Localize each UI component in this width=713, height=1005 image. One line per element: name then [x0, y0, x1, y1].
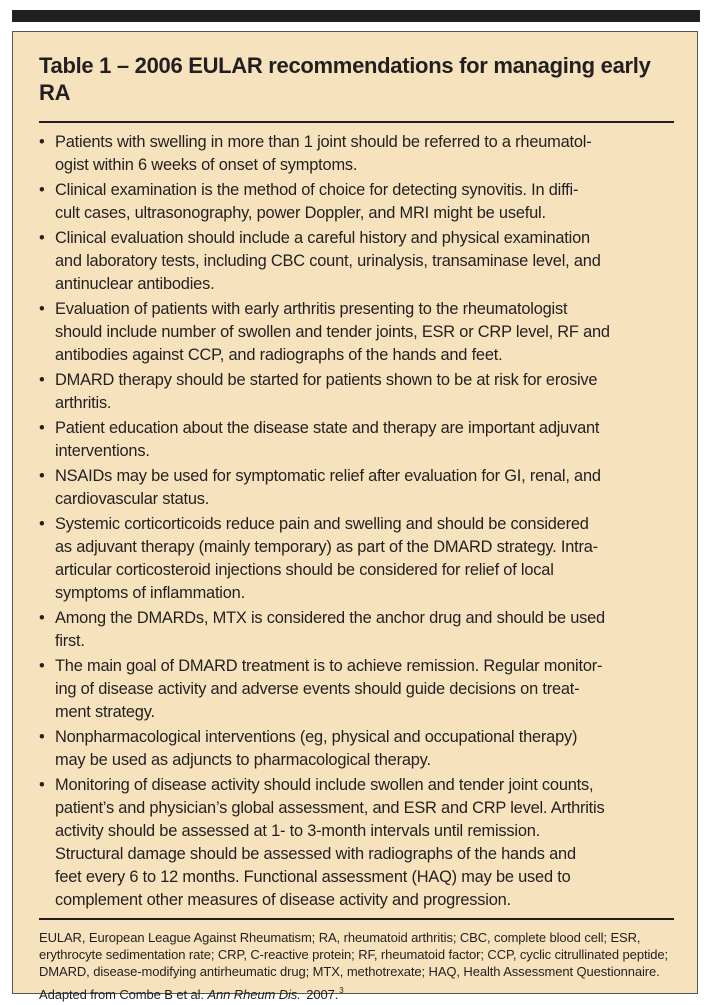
list-item-line: ing of disease activity and adverse events should guide decisions on treat-: [55, 680, 580, 698]
table-box: [12, 31, 698, 1002]
list-item: [39, 513, 689, 605]
source-ref: 3: [339, 986, 344, 996]
bullet-icon: •: [39, 609, 45, 627]
list-item-line: arthritis.: [55, 394, 112, 412]
list-item-line: patient’s and physician’s global assessment, and ESR and CRP level. Arthritis: [55, 799, 605, 817]
list-item-line: Among the DMARDs, MTX is considered the anchor drug and should be used: [55, 609, 605, 627]
list-item-line: Patient education about the disease state and therapy are important adjuvant: [55, 419, 600, 437]
list-item-line: Systemic corticorticoids reduce pain and swelling and should be considered: [55, 515, 589, 533]
list-item-line: first.: [55, 632, 85, 650]
list-item-line: symptoms of inflammation.: [55, 584, 245, 602]
list-item-line: articular corticosteroid injections should be considered for relief of local: [55, 561, 554, 579]
recommendation-list: [39, 131, 689, 912]
table-title: Table 1 – 2006 EULAR recommendations for managing early RA: [39, 53, 651, 105]
top-bar: [12, 10, 700, 22]
list-item-text: [55, 513, 689, 605]
list-item-line: cardiovascular status.: [55, 490, 210, 508]
list-item-line: Clinical evaluation should include a careful history and physical examination: [55, 229, 590, 247]
title-rule: [39, 121, 674, 123]
footnotes: [39, 929, 679, 1003]
bullet-icon: •: [39, 229, 45, 247]
bullet-icon: •: [39, 728, 45, 746]
list-item-line: DMARD therapy should be started for patients shown to be at risk for erosive: [55, 371, 598, 389]
list-item-text: [55, 774, 689, 912]
bullet-icon: •: [39, 657, 45, 675]
bottom-rule: [39, 918, 674, 920]
source-journal: Ann Rheum Dis.: [207, 986, 301, 1002]
list-item: [39, 774, 689, 912]
list-item-line: interventions.: [55, 442, 150, 460]
list-item: [39, 655, 689, 724]
list-item-text: [55, 131, 689, 177]
list-item-line: activity should be assessed at 1- to 3-month intervals until remission.: [55, 822, 541, 840]
list-item-text: [55, 227, 689, 296]
list-item-text: [55, 417, 689, 463]
list-item: [39, 298, 689, 367]
list-item-line: ment strategy.: [55, 703, 155, 721]
list-item-line: Clinical examination is the method of choice for detecting synovitis. In diffi-: [55, 181, 579, 199]
bullet-icon: •: [39, 419, 45, 437]
list-item-text: [55, 726, 689, 772]
list-item: [39, 607, 689, 653]
list-item-text: [55, 607, 689, 653]
list-item-line: The main goal of DMARD treatment is to achieve remission. Regular monitor-: [55, 657, 603, 675]
list-item-text: [55, 465, 689, 511]
list-item-line: antibodies against CCP, and radiographs of the hands and feet.: [55, 346, 503, 364]
list-item-line: Patients with swelling in more than 1 joint should be referred to a rheumatol-: [55, 133, 592, 151]
list-item-line: feet every 6 to 12 months. Functional assessment (HAQ) may be used to: [55, 868, 571, 886]
source-citation: [39, 986, 679, 1003]
list-item: [39, 179, 689, 225]
list-item-line: Nonpharmacological interventions (eg, physical and occupational therapy): [55, 728, 578, 746]
list-item-line: antinuclear antibodies.: [55, 275, 215, 293]
bullet-icon: •: [39, 133, 45, 151]
list-item-line: NSAIDs may be used for symptomatic relief after evaluation for GI, renal, and: [55, 467, 601, 485]
bullet-icon: •: [39, 371, 45, 389]
list-item: [39, 465, 689, 511]
list-item-line: cult cases, ultrasonography, power Doppler, and MRI might be useful.: [55, 204, 546, 222]
source-prefix: Adapted from Combe B et al.: [39, 986, 208, 1002]
list-item: [39, 726, 689, 772]
bullet-icon: •: [39, 467, 45, 485]
list-item-line: ogist within 6 weeks of onset of symptoms.: [55, 156, 358, 174]
list-item-text: [55, 369, 689, 415]
bullet-icon: •: [39, 300, 45, 318]
list-item: [39, 227, 689, 296]
list-item-line: and laboratory tests, including CBC count, urinalysis, transaminase level, and: [55, 252, 601, 270]
list-item-line: Structural damage should be assessed with radiographs of the hands and: [55, 845, 576, 863]
list-item-line: should include number of swollen and tender joints, ESR or CRP level, RF and: [55, 323, 610, 341]
abbreviations-footnote: EULAR, European League Against Rheumatism; RA, rheumatoid arthritis; CBC, complete blood cell; ESR, erythrocyte sedimentation rate; CRP, C-reactive protein; RF, rheumatoid factor; CCP, cyclic citrullinated peptide; DMARD, disease-modifying antirheumatic drug; MTX, methotrexate; HAQ, Health Assessment Questionnaire.: [39, 929, 669, 979]
list-item-line: may be used as adjuncts to pharmacological therapy.: [55, 751, 431, 769]
list-item: [39, 369, 689, 415]
list-item-line: as adjuvant therapy (mainly temporary) as part of the DMARD strategy. Intra-: [55, 538, 598, 556]
list-item-line: Evaluation of patients with early arthritis presenting to the rheumatologist: [55, 300, 568, 318]
bullet-icon: •: [39, 776, 45, 794]
list-item-text: [55, 179, 689, 225]
list-item-line: Monitoring of disease activity should include swollen and tender joint counts,: [55, 776, 594, 794]
list-item-line: complement other measures of disease activity and progression.: [55, 891, 511, 909]
list-item: [39, 131, 689, 177]
list-item-text: [55, 298, 689, 367]
bullet-icon: •: [39, 515, 45, 533]
list-item: [39, 417, 689, 463]
source-year: 2007.: [302, 986, 339, 1002]
bullet-icon: •: [39, 181, 45, 199]
list-item-text: [55, 655, 689, 724]
